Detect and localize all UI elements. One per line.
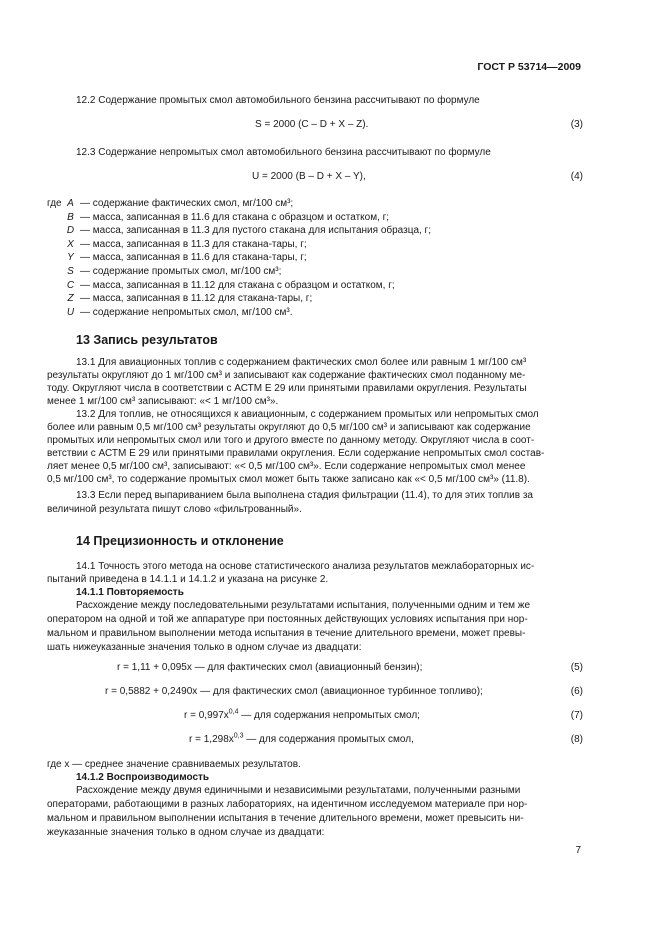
legend-desc: — масса, записанная в 11.6 для стакана-тары, г;	[80, 252, 307, 264]
legend-symbol: Z	[67, 293, 74, 305]
s14-1-1-line: Расхождение между последовательными результатами испытания, полученными одним и тем же	[76, 600, 531, 611]
document-header: ГОСТ Р 53714—2009	[477, 61, 581, 73]
legend-row	[47, 251, 431, 265]
page-number: 7	[575, 845, 581, 856]
s13-p1-line: 13.1 Для авиационных топлив с содержанием фактических смол более или равным 1 мг/100 см³	[76, 357, 527, 368]
section-13-title: 13 Запись результатов	[76, 333, 218, 347]
formula-4-expr: U = 2000 (B – D + X – Y),	[252, 171, 366, 182]
legend-symbol: A	[67, 198, 74, 209]
formula-6-expr: r = 0,5882 + 0,2490x — для фактических смол (авиационное турбинное топливо);	[105, 686, 483, 697]
s14-p1-line: пытаний приведена в 14.1.1 и 14.1.2 и указана на рисунке 2.	[47, 574, 329, 585]
formula-4-number: (4)	[570, 171, 583, 182]
where-x-note: где x — среднее значение сравниваемых результатов.	[47, 759, 301, 770]
s14-1-1-line: мальном и правильном выполнении метода испытания в течение длительного времени, может превы-	[47, 628, 526, 639]
legend-prefix: где	[47, 198, 62, 209]
legend-symbol: Y	[67, 252, 74, 264]
subsection-14-1-1-title: 14.1.1 Повторяемость	[76, 587, 184, 598]
s13-p2-line: промытых или непромытых смол или того и другого вместе по данному методу. Округляют числа в соот-	[47, 435, 535, 446]
legend-desc: — масса, записанная в 11.12 для стакана с образцом и остатком, г;	[80, 279, 395, 291]
legend-desc: — содержание промытых смол, мг/100 см³;	[80, 265, 282, 277]
s13-p2-line: ляет менее 0,5 мг/100 см³, записывают: «< 0,5 мг/100 см³». Если содержание непромытых смол менее	[47, 461, 526, 472]
paragraph-12-2: 12.2 Содержание промытых смол автомобильного бензина рассчитывают по формуле	[76, 95, 480, 106]
s14-1-2-line: жеуказанные значения только в одном случае из двадцати:	[47, 827, 325, 838]
legend-symbol: B	[67, 211, 74, 223]
legend-desc: — масса, записанная в 11.3 для пустого стакана для испытания образца, г;	[80, 225, 431, 237]
legend-row	[47, 238, 431, 252]
formula-5-number: (5)	[570, 662, 583, 673]
s14-1-2-line: операторами, работающими в разных лабораториях, на идентичном исследуемом материале при нор-	[47, 799, 528, 810]
paragraph-12-3: 12.3 Содержание непромытых смол автомобильного бензина рассчитывают по формуле	[76, 147, 491, 158]
subsection-14-1-2-title: 14.1.2 Воспроизводимость	[76, 772, 210, 783]
s13-p1-line: тоду. Округляют числа в соответствии с АСТМ Е 29 или принятыми правилами округления. Результаты	[47, 383, 527, 394]
legend-symbol: X	[67, 238, 74, 250]
s14-p1-line: 14.1 Точность этого метода на основе статистического анализа результатов межлабораторных ис-	[76, 561, 535, 572]
s13-p2-line: более или равным 0,5 мг/100 см³ результаты округляют до 0,5 мг/100 см³ и записывают как содержание	[47, 422, 531, 433]
legend-row	[47, 211, 431, 225]
formula-8-number: (8)	[570, 734, 583, 745]
formula-6-number: (6)	[570, 686, 583, 697]
formula-8-expr: $r = 1,298x^{0,3}$ — для содержания промытых смол,	[189, 732, 414, 745]
s13-p3-line: 13.3 Если перед выпариванием была выполнена стадия фильтрации (11.4), то для этих топлив за	[76, 490, 533, 501]
formula-3-expr: S = 2000 (C – D + X – Z).	[255, 119, 369, 130]
legend-symbol: U	[66, 306, 75, 318]
s13-p2-line: ветствии с АСТМ Е 29 или принятыми правилами округления. Если содержание непромытых смол состав-	[47, 448, 545, 459]
legend-row	[47, 306, 431, 320]
s13-p2-line: 0,5 мг/100 см³, то содержание промытых смол может быть также записано как «< 0,5 мг/100 см³» (11.8).	[47, 474, 530, 485]
legend-symbol: C	[66, 279, 75, 291]
legend-desc: — масса, записанная в 11.6 для стакана с образцом и остатком, г;	[80, 211, 390, 223]
formula-7-expr: $r = 0,997x^{0,4}$ — для содержания непромытых смол;	[184, 708, 420, 721]
s14-1-1-line: шать нижеуказанные значения только в одном случае из двадцати:	[47, 642, 362, 653]
formula-7-number: (7)	[570, 710, 583, 721]
s13-p1-line: менее 1 мг/100 см³ записывают: «< 1 мг/100 см³».	[47, 396, 279, 407]
s13-p1-line: результаты округляют до 1 мг/100 см³ и записывают как содержание фактических смол поданному ме-	[47, 370, 526, 381]
legend-symbol: S	[67, 265, 74, 277]
formula-3-number: (3)	[570, 119, 583, 130]
s13-p3-line: величиной результата пишут слово «фильтрованный».	[47, 504, 302, 515]
legend-symbol: D	[66, 225, 75, 237]
s13-p2-line: 13.2 Для топлив, не относящихся к авиационным, с содержанием промытых или непромытых смол	[76, 409, 539, 420]
formula-5-expr: r = 1,11 + 0,095x — для фактических смол (авиационный бензин);	[117, 662, 423, 673]
legend-desc: — масса, записанная в 11.12 для стакана-тары, г;	[80, 293, 313, 305]
legend-desc: — содержание непромытых смол, мг/100 см³.	[80, 306, 293, 318]
section-14-title: 14 Прецизионность и отклонение	[76, 534, 284, 548]
legend-row	[47, 197, 431, 211]
legend-desc: — масса, записанная в 11.3 для стакана-тары, г;	[80, 238, 307, 250]
s14-1-1-line: оператором на одной и той же аппаратуре при постоянных действующих условиях испытания при нор-	[47, 614, 528, 625]
s14-1-2-line: мальном и правильном выполнении испытания в течение длительного времени, может превысить ни-	[47, 813, 524, 824]
variable-legend	[47, 197, 431, 319]
legend-row	[47, 292, 431, 306]
legend-desc: — содержание фактических смол, мг/100 см³;	[80, 198, 294, 209]
legend-row	[47, 224, 431, 238]
legend-row	[47, 265, 431, 279]
s14-1-2-line: Расхождение между двумя единичными и независимыми результатами, полученными разными	[76, 785, 521, 796]
legend-row	[47, 279, 431, 293]
